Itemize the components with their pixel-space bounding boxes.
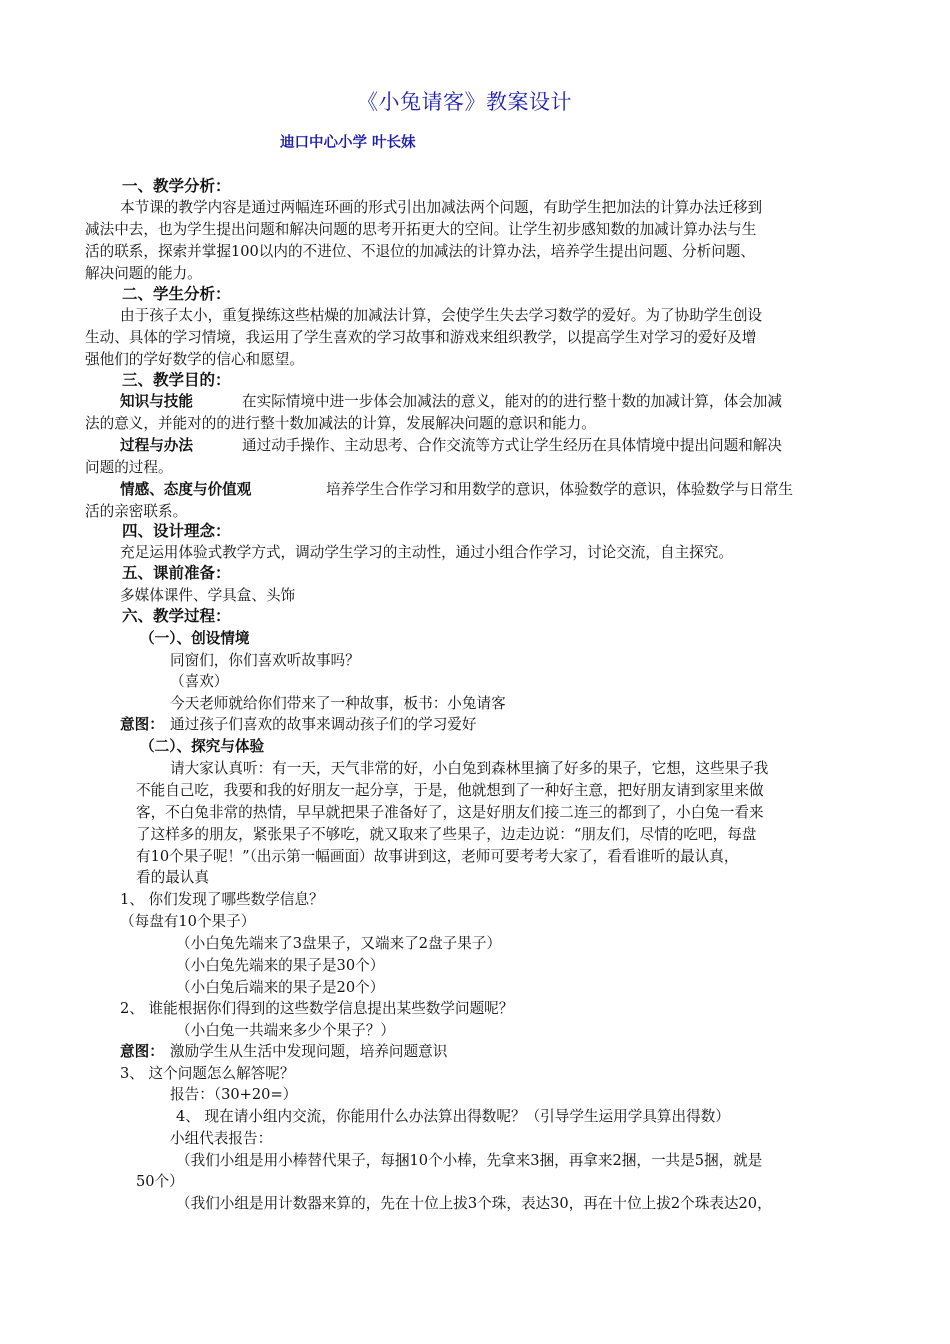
paragraph-line: 生动、具体的学习情境，我运用了学生喜欢的学习故事和游戏来组织教学，以提高学生对学习的爱好及增 xyxy=(85,329,757,346)
paragraph-line: 强他们的学好数学的信心和愿望。 xyxy=(85,351,304,368)
paragraph-line: （我们小组是用小棒替代果子，每捆10个小棒，先拿来3捆，再拿来2捆，一共是5捆，就是 xyxy=(176,1152,763,1169)
paragraph-line: 看的最认真 xyxy=(136,869,209,886)
paragraph-line: 不能自己吃，我要和我的好朋友一起分享，于是，他就想到了一种好主意，把好朋友请到家里来做 xyxy=(136,782,764,799)
answer-line: （小白兔一共端来多少个果子？） xyxy=(176,1022,395,1039)
section-heading-preparation: 五、课前准备： xyxy=(122,564,231,582)
section-heading-process: 六、教学过程： xyxy=(122,607,231,625)
paragraph-line: 解决问题的能力。 xyxy=(85,265,202,282)
paragraph-line: 请大家认真听：有一天，天气非常的好，小白兔到森林里摘了好多的果子，它想，这些果子我 xyxy=(170,760,769,777)
paragraph-line: 活的联系，探索并掌握100以内的不进位、不退位的加减法的计算办法，培养学生提出问题、分析问题、 xyxy=(85,243,755,260)
document-title: 《小兔请客》教案设计 xyxy=(357,90,572,114)
paragraph-line: 通过动手操作、主动思考、合作交流等方式让学生经历在具体情境中提出问题和解决 xyxy=(242,437,782,454)
answer-line: （小白兔先端来了3盘果子，又端来了2盘子果子） xyxy=(176,935,502,952)
subsection-heading: （一）、创设情境 xyxy=(140,630,250,647)
intent-label: 意图： xyxy=(120,1043,164,1060)
section-heading-goals: 三、教学目的： xyxy=(122,371,231,389)
goal-label-knowledge: 知识与技能 xyxy=(120,393,193,410)
question-line: 3、 这个问题怎么解答呢？ xyxy=(120,1065,295,1082)
paragraph-line: 通过孩子们喜欢的故事来调动孩子们的学习爱好 xyxy=(170,716,477,733)
paragraph-line: 50个） xyxy=(136,1173,184,1190)
paragraph-line: 今天老师就给你们带来了一种故事，板书：小兔请客 xyxy=(170,695,506,712)
question-line: 1、 你们发现了哪些数学信息？ xyxy=(120,891,324,908)
paragraph-line: （喜欢） xyxy=(170,673,229,690)
paragraph-line: 法的意义，并能对的的进行整十数加减法的计算，发展解决问题的意识和能力。 xyxy=(85,415,596,432)
paragraph-line: 活的亲密联系。 xyxy=(85,503,188,520)
answer-line: （每盘有10个果子） xyxy=(120,913,256,930)
paragraph-line: 在实际情境中进一步体会加减法的意义，能对的的进行整十数的加减计算，体会加减 xyxy=(242,393,782,410)
question-line: 4、 现在请小组内交流，你能用什么办法算出得数呢？（引导学生运用学具算出得数） xyxy=(176,1108,730,1125)
section-heading-analysis: 一、教学分析： xyxy=(122,177,231,195)
goal-label-process: 过程与办法 xyxy=(120,437,193,454)
answer-line: （小白兔先端来的果子是30个） xyxy=(176,957,385,974)
paragraph-line: 多媒体课件、学具盒、头饰 xyxy=(120,587,296,604)
answer-line: （小白兔后端来的果子是20个） xyxy=(176,979,385,996)
paragraph-line: 有10个果子呢！”（出示第一幅画面）故事讲到这，老师可要考考大家了，看看谁听的最认真， xyxy=(136,848,739,865)
paragraph-line: 同窗们，你们喜欢听故事吗？ xyxy=(170,652,360,669)
paragraph-line: 激励学生从生活中发现问题，培养问题意识 xyxy=(170,1043,448,1060)
question-line: 2、 谁能根据你们得到的这些数学信息提出某些数学问题呢？ xyxy=(120,1000,514,1017)
paragraph-line: 小组代表报告： xyxy=(170,1130,273,1147)
author-line: 迪口中心小学 叶长妹 xyxy=(280,135,416,151)
paragraph-line: 培养学生合作学习和用数学的意识，体验数学的意识，体验数学与日常生 xyxy=(326,481,794,498)
paragraph-line: 问题的过程。 xyxy=(85,459,173,476)
paragraph-line: 减法中去，也为学生提出问题和解决问题的思考开拓更大的空间。让学生初步感知数的加减计算办法与生 xyxy=(85,221,757,238)
section-heading-concept: 四、设计理念： xyxy=(122,522,231,540)
paragraph-line: 本节课的教学内容是通过两幅连环画的形式引出加减法两个问题，有助学生把加法的计算办法迁移到 xyxy=(120,199,763,216)
paragraph-line: 由于孩子太小，重复操练这些枯燥的加减法计算，会使学生失去学习数学的爱好。为了协助学生创设 xyxy=(120,307,763,324)
paragraph-line: （我们小组是用计数器来算的，先在十位上拔3个珠，表达30，再在十位上拔2个珠表达20， xyxy=(176,1195,772,1212)
intent-label: 意图： xyxy=(120,716,164,733)
paragraph-line: 了这样多的朋友，紧张果子不够吃，就又取来了些果子，边走边说：“朋友们，尽情的吃吧，每盘 xyxy=(136,826,757,843)
paragraph-line: 充足运用体验式教学方式，调动学生学习的主动性，通过小组合作学习，讨论交流，自主探究。 xyxy=(120,544,733,561)
section-heading-students: 二、学生分析： xyxy=(122,285,231,303)
answer-line: 报告：（30+20=） xyxy=(170,1086,298,1103)
goal-label-emotion: 情感、态度与价值观 xyxy=(120,481,252,498)
subsection-heading: （二）、探究与体验 xyxy=(140,738,265,755)
paragraph-line: 客，不白兔非常的热情，早早就把果子准备好了，这是好朋友们接二连三的都到了，小白兔一看来 xyxy=(136,804,764,821)
